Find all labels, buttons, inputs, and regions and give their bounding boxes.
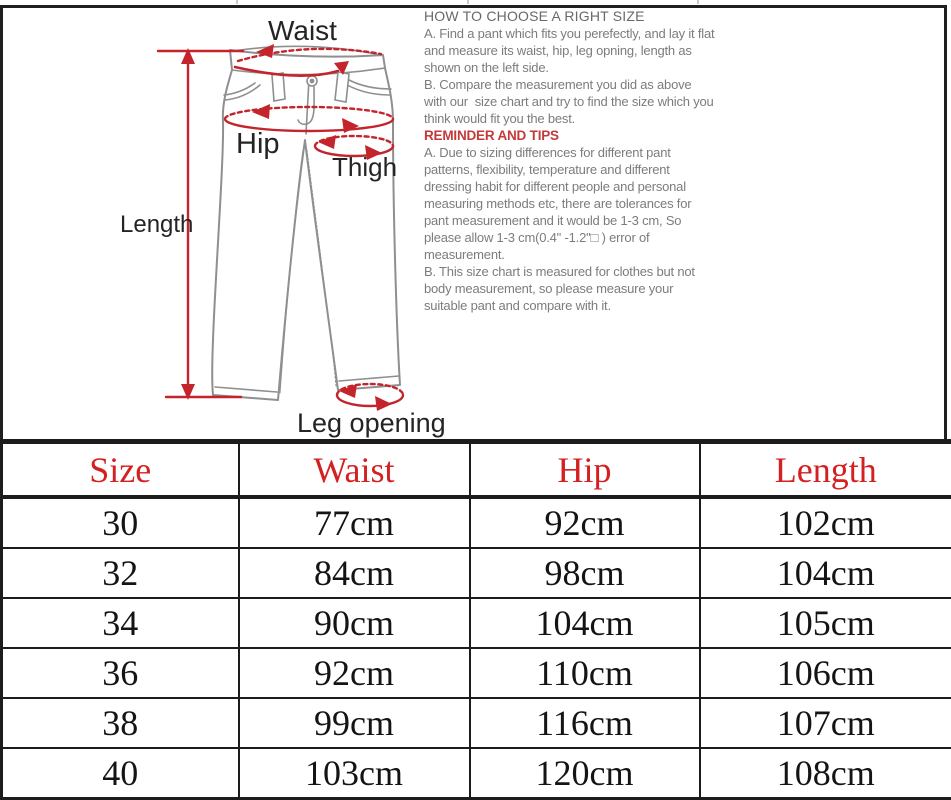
belt-loop [272,73,285,101]
size-table-row [2,698,951,748]
pants-measurement-diagram [3,8,463,439]
reminder-title: REMINDER AND TIPS [424,128,559,143]
reminder-tip-b: B. This size chart is measured for clothes but not body measurement, so please measure your suitable pant and compare with it. [424,264,699,313]
waist-label: Waist [268,15,337,46]
column-header-size: Size [2,442,239,498]
cell-waist: 92cm [239,648,470,698]
cell-length: 108cm [700,748,951,799]
cell-waist: 90cm [239,598,470,648]
belt-loop [335,72,349,102]
cell-size: 36 [2,648,239,698]
cell-hip: 98cm [470,548,700,598]
crop-remnant-line [697,0,699,4]
cell-hip: 92cm [470,497,700,548]
cell-length: 105cm [700,598,951,648]
cell-length: 102cm [700,497,951,548]
instruction-step-b: B. Compare the measurement you did as above with our size chart and try to find the size which you think would fit you the best. [424,77,718,126]
cell-waist: 77cm [239,497,470,548]
size-table-row [2,648,951,698]
size-table-row [2,548,951,598]
cell-size: 38 [2,698,239,748]
cell-waist: 99cm [239,698,470,748]
measurement-guide-panel [0,5,947,442]
cell-length: 106cm [700,648,951,698]
cell-size: 32 [2,548,239,598]
instruction-step-a: A. Find a pant which fits you perefectly, and lay it flat and measure its waist, hip, leg opning, length as shown on the left side. [424,26,718,75]
size-table-header-row [2,442,951,498]
column-header-hip: Hip [470,442,700,498]
size-table-row [2,497,951,548]
column-header-waist: Waist [239,442,470,498]
cell-hip: 110cm [470,648,700,698]
cell-waist: 84cm [239,548,470,598]
leg-opening-solid-arc [337,395,403,406]
size-table [0,439,951,800]
thigh-label: Thigh [332,152,398,182]
size-table-row [2,598,951,648]
length-label: Length [120,211,194,238]
cell-hip: 116cm [470,698,700,748]
cell-hip: 104cm [470,598,700,648]
cell-length: 104cm [700,548,951,598]
cell-length: 107cm [700,698,951,748]
crop-remnant-line [467,0,469,4]
cell-waist: 103cm [239,748,470,799]
hip-label: Hip [236,128,280,160]
crop-remnant-line [236,0,238,4]
how-to-title: HOW TO CHOOSE A RIGHT SIZE [424,8,645,24]
cell-size: 40 [2,748,239,799]
column-header-length: Length [700,442,951,498]
cell-size: 34 [2,598,239,648]
cell-size: 30 [2,497,239,548]
reminder-tip-a: A. Due to sizing differences for different pant patterns, flexibility, temperature and different dressing habit for different people and personal measuring methods etc, there are tolerances for pant measurement and it would be 1-3 cm, So please allow 1-3 cm(0.4" -1.2"□ ) error of measurement. [424,145,695,262]
pants-outline [212,50,400,400]
leg-opening-label: Leg opening [297,408,446,438]
size-table-row [2,748,951,799]
instructions-panel [424,8,716,314]
cell-hip: 120cm [470,748,700,799]
